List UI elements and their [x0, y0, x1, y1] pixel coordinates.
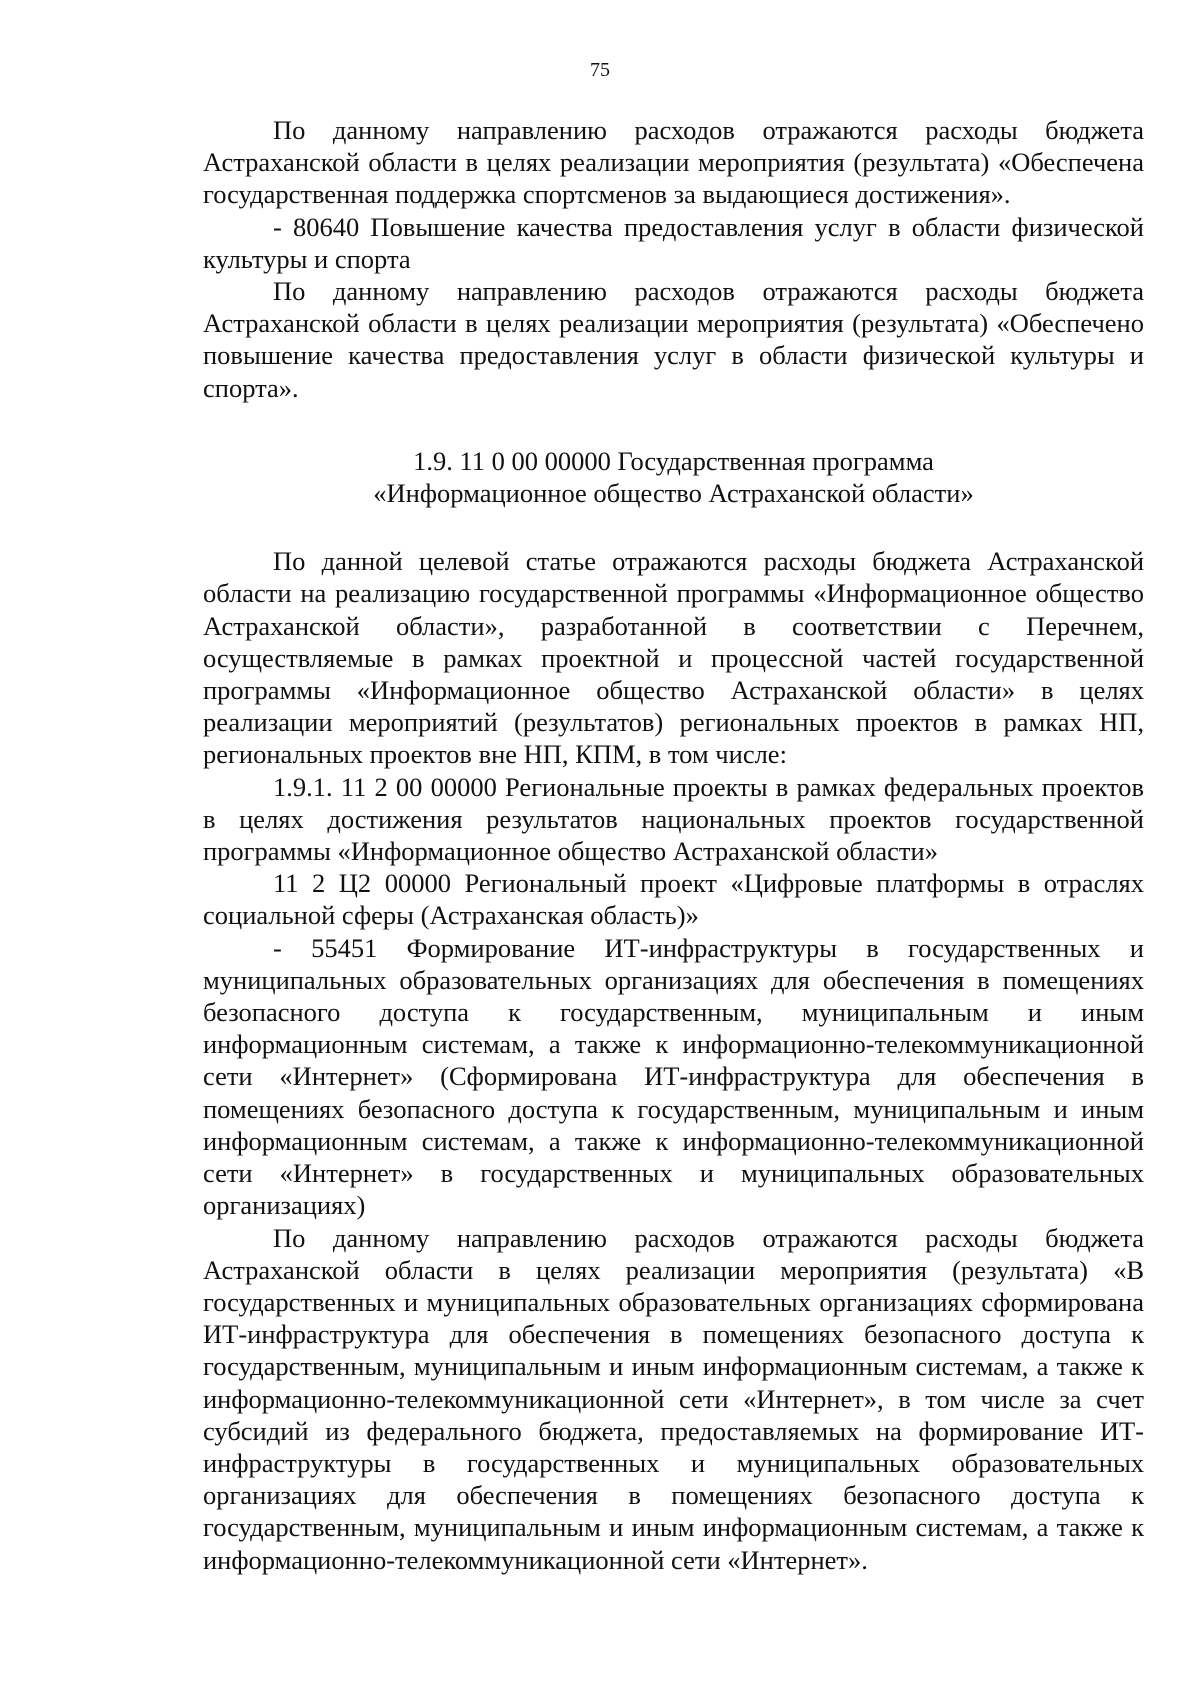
- paragraph-budget-sport-support: По данному направлению расходов отражаются расходы бюджета Астраханской области в целях реализации мероприятия (результата) «Обеспечена государственная поддержка спортсменов за выдающиеся достижения».: [203, 115, 1144, 210]
- paragraph-item-55451: - 55451 Формирование ИТ-инфраструктуры в государственных и муниципальных образовательных организациях для обеспечения в помещениях безопасного доступа к государственным, муниципальным и иным информационным системам, а также к информационно-телекоммуникационной сети «Интернет» (Сформирована ИТ-инфраструктура для обеспечения в помещениях безопасного доступа к государственным, муниципальным и иным информационным системам, а также к информационно-телекоммуникационной сети «Интернет» в государственных и муниципальных образовательных организациях): [203, 932, 1144, 1221]
- spacer: [203, 404, 1144, 445]
- section-heading: [203, 445, 1144, 509]
- paragraph-regional-project-c2: 11 2 Ц2 00000 Региональный проект «Цифровые платформы в отраслях социальной сферы (Астраханская область)»: [203, 868, 1144, 931]
- section-heading-line-2: «Информационное общество Астраханской области»: [373, 478, 974, 509]
- paragraph-budget-it-infrastructure: По данному направлению расходов отражаются расходы бюджета Астраханской области в целях реализации мероприятия (результата) «В государственных и муниципальных образовательных организациях сформирована ИТ-инфраструктура для обеспечения в помещениях безопасного доступа к государственным, муниципальным и иным информационным системам, а также к информационно-телекоммуникационной сети «Интернет», в том числе за счет субсидий из федерального бюджета, предоставляемых на формирование ИТ-инфраструктуры в государственных и муниципальных образовательных организациях для обеспечения в помещениях безопасного доступа к государственным, муниципальным и иным информационным системам, а также к информационно-телекоммуникационной сети «Интернет».: [203, 1222, 1144, 1575]
- document-body: [203, 114, 1144, 1576]
- paragraph-target-article: По данной целевой статье отражаются расходы бюджета Астраханской области на реализацию государственной программы «Информационное общество Астраханской области», разработанной в соответствии с Перечнем, осуществляемые в рамках проектной и процессной частей государственной программы «Информационное общество Астраханской области» в целях реализации мероприятий (результатов) региональных проектов в рамках НП, региональных проектов вне НП, КПМ, в том числе:: [203, 546, 1144, 770]
- section-heading-line-1: 1.9. 11 0 00 00000 Государственная программа: [413, 445, 934, 476]
- paragraph-section-1-9-1: 1.9.1. 11 2 00 00000 Региональные проекты в рамках федеральных проектов в целях достижения результатов национальных проектов государственной программы «Информационное общество Астраханской области»: [203, 771, 1144, 867]
- spacer: [203, 509, 1144, 545]
- paragraph-budget-sport-quality: По данному направлению расходов отражаются расходы бюджета Астраханской области в целях реализации мероприятия (результата) «Обеспечено повышение качества предоставления услуг в области физической культуры и спорта».: [203, 276, 1144, 403]
- page-number: 75: [590, 59, 610, 81]
- paragraph-item-80640: - 80640 Повышение качества предоставления услуг в области физической культуры и спорта: [203, 211, 1144, 274]
